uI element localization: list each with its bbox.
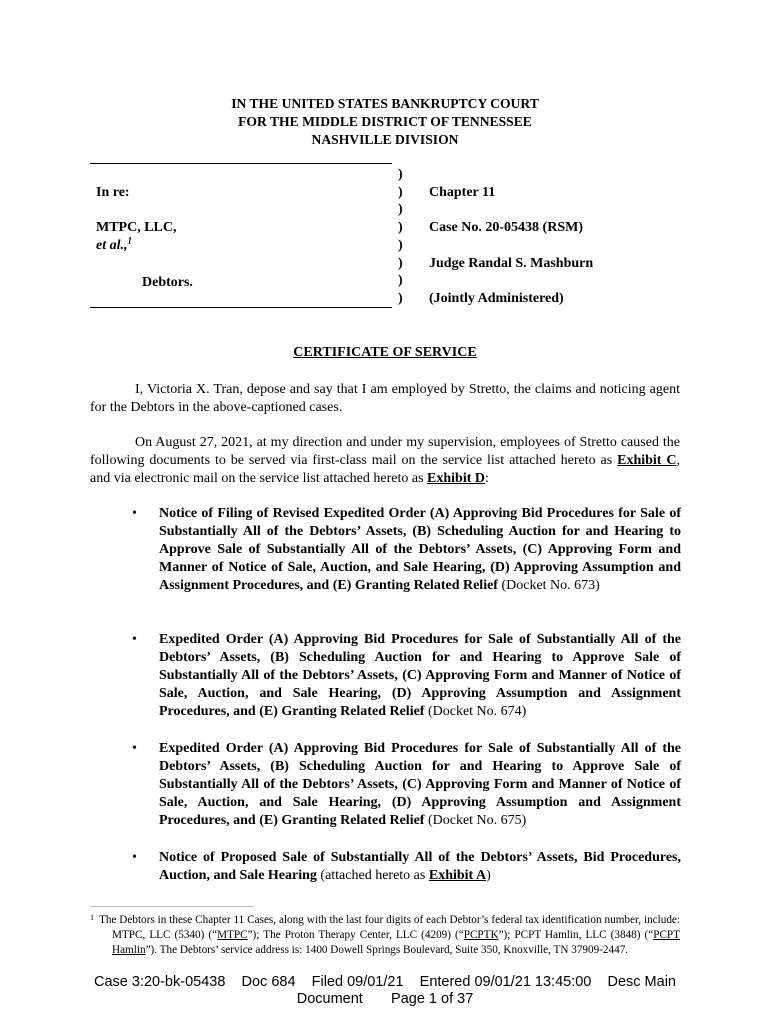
debtors-label: Debtors. — [142, 275, 193, 290]
bullet-icon: • — [132, 741, 137, 756]
footnote: 1 The Debtors in these Chapter 11 Cases, along with the last four digits of each Debtor’s federal tax identification number, include: MTPC, LLC (5340) (“MTPC”); The Proton Therapy Center, LLC (4209) (“PCPTK”); PCPT Hamlin, LLC (3848) (“PCPT Hamlin”). The Debtors’ service address is: 1400 Dowell Springs Boulevard, Suite 350, Knoxville, TN 37909-2447. — [90, 913, 680, 959]
caption-top-rule — [90, 163, 392, 164]
chapter-label: Chapter 11 — [429, 185, 496, 200]
bullet-icon: • — [132, 850, 137, 865]
court-line-2: FOR THE MIDDLE DISTRICT OF TENNESSEE — [238, 114, 532, 129]
jointly-administered: (Jointly Administered) — [429, 291, 564, 306]
debtor-name: MTPC, LLC, — [96, 220, 177, 235]
court-line-1: IN THE UNITED STATES BANKRUPTCY COURT — [231, 96, 539, 111]
footnote-number: 1 — [90, 913, 94, 922]
case-number: Case No. 20-05438 (RSM) — [429, 220, 583, 235]
exhibit-d-ref: Exhibit D — [427, 470, 485, 486]
document-page: IN THE UNITED STATES BANKRUPTCY COURT FOR THE MIDDLE DISTRICT OF TENNESSEE NASHVILLE DIVISION In re: MTPC, LLC, et al.,$^1$ Debtors. ) ) ) ) ) ) ) ) Chapter 11 Case No. 20-05438 (RSM) Judge Randal S. Mashburn (Jointly Administered) CERTIFICATE OF SERVICE I, Victoria X. Tran, depose and say that I am employed by Stretto, the claims and noticing agent for the Debtors in the above-captioned cases. On August 27, 2021, at my direction and under my supervision, employees of Stretto caused the following documents to be served via first-class mail on the service list attached hereto as Exhibit C, and via electronic mail on the service list attached hereto as Exhibit D: • Notice of Filing of Revised Expedited Order (A) Approving Bid Procedures for Sale of Substantially All of the Debtors’ Assets, (B) Scheduling Auction for and Hearing to Approve Sale of Substantially All of the Debtors’ Assets, (C) Approving Form and Manner of Notice of Sale, Auction, and Sale Hearing, (D) Approving Assumption and Assignment Procedures, and (E) Granting Related Relief (Docket No. 673) • Expedited Order (A) Approving Bid Procedures for Sale of Substantially All of the Debtors’ Assets, (B) Scheduling Auction for and Hearing to Approve Sale of Substantially All of the Debtors’ Assets, (C) Approving Form and Manner of Notice of Sale, Auction, and Sale Hearing, (D) Approving Assumption and Assignment Procedures, and (E) Granting Related Relief (Docket No. 674) • Expedited Order (A) Approving Bid Procedures for Sale of Substantially All of the Debtors’ Assets, (B) Scheduling Auction for and Hearing to Approve Sale of Substantially All of the Debtors’ Assets, (C) Approving Form and Manner of Notice of Sale, Auction, and Sale Hearing, (D) Approving Assumption and Assignment Procedures, and (E) Granting Related Relief (Docket No. 675) • Notice of Proposed Sale of Substantially All of the Debtors’ Assets, Bid Procedures, Auction, and Sale Hearing (attached hereto as Exhibit A) 1 The Debtors in these Chapter 11 Cases, along with the last four digits of each Debtor’s federal tax identification number, include: MTPC, LLC (5340) (“MTPC”); The Proton Therapy Center, LLC (4209) (“PCPTK”); PCPT Hamlin, LLC (3848) (“PCPT Hamlin”). The Debtors’ service address is: 1400 Dowell Springs Boulevard, Suite 350, Knoxville, TN 37909-2447. Case 3:20-bk-05438 Doc 684 Filed 09/01/21 Entered 09/01/21 13:45:00 Desc Main Document Page 1 of 37 — [0, 0, 770, 1024]
footnote-mark: 1 — [127, 235, 132, 246]
paragraph-declarant: I, Victoria X. Tran, depose and say that I am employed by Stretto, the claims and noticing agent for the Debtors in the above-captioned cases. — [90, 382, 680, 415]
document-title: CERTIFICATE OF SERVICE — [293, 345, 477, 360]
in-re-label: In re: — [96, 185, 130, 200]
filing-stamp-line-1: Case 3:20-bk-05438 Doc 684 Filed 09/01/21 Entered 09/01/21 13:45:00 Desc Main — [94, 974, 676, 990]
caption-parentheses: ) ) ) ) ) ) ) ) — [398, 167, 403, 306]
exhibit-a-ref: Exhibit A — [428, 868, 487, 883]
caption-bottom-rule — [90, 307, 392, 308]
paragraph-service: On August 27, 2021, at my direction and under my supervision, employees of Stretto caused the following documents to be served via first-class mail on the service list attached hereto as Exhibit C, and via electronic mail on the service list attached hereto as Exhibit D: — [90, 435, 680, 486]
filing-stamp-line-2: Document Page 1 of 37 — [296, 991, 474, 1007]
et-al: et al.,$^1$ — [96, 235, 132, 253]
exhibit-c-ref: Exhibit C — [617, 452, 677, 468]
ecf-filing-stamp — [0, 974, 770, 1008]
bullet-icon: • — [132, 506, 137, 521]
bullet-icon: • — [132, 632, 137, 647]
footnote-separator — [90, 906, 254, 907]
judge-name: Judge Randal S. Mashburn — [429, 256, 594, 271]
court-heading — [90, 95, 680, 149]
court-line-3: NASHVILLE DIVISION — [311, 132, 459, 147]
